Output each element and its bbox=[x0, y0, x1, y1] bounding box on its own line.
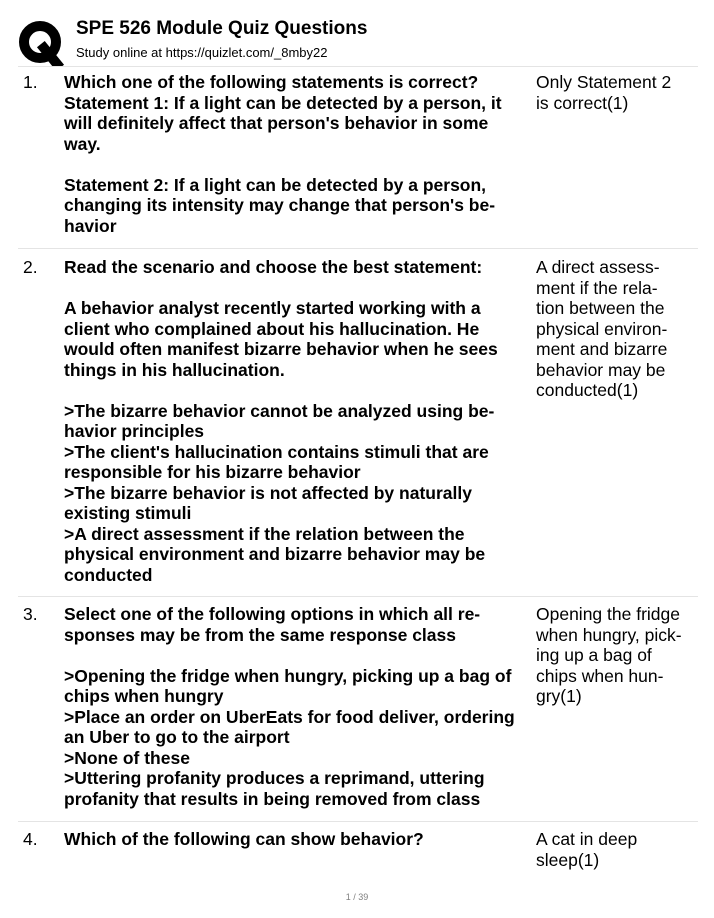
question-line: Which one of the following statements is correct? bbox=[64, 72, 479, 92]
question-text bbox=[64, 829, 534, 850]
question-divider bbox=[18, 596, 698, 597]
answer-line: ment if the rela- bbox=[536, 277, 658, 298]
question-line: an Uber to go to the airport bbox=[64, 727, 290, 747]
question-number: 3. bbox=[23, 604, 38, 624]
document-title: SPE 526 Module Quiz Questions bbox=[76, 18, 368, 39]
answer-line: ment and bizarre bbox=[536, 339, 668, 359]
question-line: >The bizarre behavior cannot be analyzed using be- bbox=[64, 400, 495, 421]
question-line: Statement 1: If a light can be detected by a person, it bbox=[64, 92, 502, 113]
question-line: sponses may be from the same response class bbox=[64, 624, 456, 645]
question-line: chips when hungry bbox=[64, 686, 224, 706]
answer-text bbox=[536, 829, 706, 870]
answer-line: ing up a bag of bbox=[536, 645, 652, 665]
answer-line: behavior may be bbox=[536, 359, 666, 380]
question-line: >Uttering profanity produces a reprimand, uttering bbox=[64, 768, 485, 788]
question-line: existing stimuli bbox=[64, 503, 192, 523]
answer-line: physical environ- bbox=[536, 318, 668, 339]
blank-line bbox=[64, 278, 534, 299]
question-divider bbox=[18, 821, 698, 822]
question-line: changing its intensity may change that person's be- bbox=[64, 195, 496, 215]
page-number: 1 / 39 bbox=[345, 892, 369, 902]
question-line: havior bbox=[64, 215, 117, 236]
answer-line: when hungry, pick- bbox=[536, 624, 682, 645]
answer-line: is correct(1) bbox=[536, 92, 629, 113]
answer-line: conducted(1) bbox=[536, 380, 639, 400]
answer-line: A direct assess- bbox=[536, 257, 660, 277]
question-line: >None of these bbox=[64, 747, 190, 768]
answer-line: Only Statement 2 bbox=[536, 72, 672, 92]
question-line: Statement 2: If a light can be detected by a person, bbox=[64, 174, 487, 195]
answer-line: A cat in deep bbox=[536, 829, 638, 849]
question-line: would often manifest bizarre behavior when he sees bbox=[64, 339, 498, 359]
answer-text bbox=[536, 72, 706, 113]
blank-line bbox=[64, 645, 534, 666]
question-line: >The client's hallucination contains stimuli that are bbox=[64, 441, 489, 462]
question-line: physical environment and bizarre behavior may be bbox=[64, 544, 486, 564]
document-subtitle: Study online at https://quizlet.com/_8mby22 bbox=[76, 45, 328, 60]
document-header bbox=[0, 0, 714, 66]
blank-line bbox=[64, 380, 534, 401]
question-line: will definitely affect that person's behavior in some bbox=[64, 113, 489, 133]
header-divider bbox=[18, 66, 698, 67]
question-number: 2. bbox=[23, 257, 38, 277]
question-text bbox=[64, 257, 534, 585]
question-text bbox=[64, 604, 534, 809]
quizlet-logo-icon bbox=[17, 19, 65, 67]
question-line: >Place an order on UberEats for food deliver, ordering bbox=[64, 706, 515, 727]
answer-line: chips when hun- bbox=[536, 665, 664, 686]
answer-line: sleep(1) bbox=[536, 849, 600, 870]
question-number: 1. bbox=[23, 72, 38, 92]
answer-line: tion between the bbox=[536, 298, 665, 318]
question-line: way. bbox=[64, 133, 101, 154]
question-line: A behavior analyst recently started working with a bbox=[64, 298, 481, 318]
question-line: Select one of the following options in which all re- bbox=[64, 604, 481, 624]
blank-line bbox=[64, 154, 534, 175]
question-line: Read the scenario and choose the best statement: bbox=[64, 257, 483, 277]
question-line: >A direct assessment if the relation between the bbox=[64, 523, 465, 544]
question-line: things in his hallucination. bbox=[64, 359, 285, 380]
question-line: >Opening the fridge when hungry, picking up a bag of bbox=[64, 665, 512, 686]
answer-text bbox=[536, 604, 706, 707]
answer-line: Opening the fridge bbox=[536, 604, 680, 624]
question-number: 4. bbox=[23, 829, 38, 849]
question-divider bbox=[18, 248, 698, 249]
question-line: >The bizarre behavior is not affected by naturally bbox=[64, 482, 472, 503]
answer-text bbox=[536, 257, 706, 401]
question-line: responsible for his bizarre behavior bbox=[64, 462, 361, 482]
question-line: client who complained about his hallucination. He bbox=[64, 318, 480, 339]
question-line: Which of the following can show behavior? bbox=[64, 829, 424, 849]
answer-line: gry(1) bbox=[536, 686, 582, 706]
question-line: profanity that results in being removed from class bbox=[64, 788, 481, 809]
question-text bbox=[64, 72, 534, 236]
question-line: conducted bbox=[64, 564, 153, 585]
question-line: havior principles bbox=[64, 421, 205, 441]
